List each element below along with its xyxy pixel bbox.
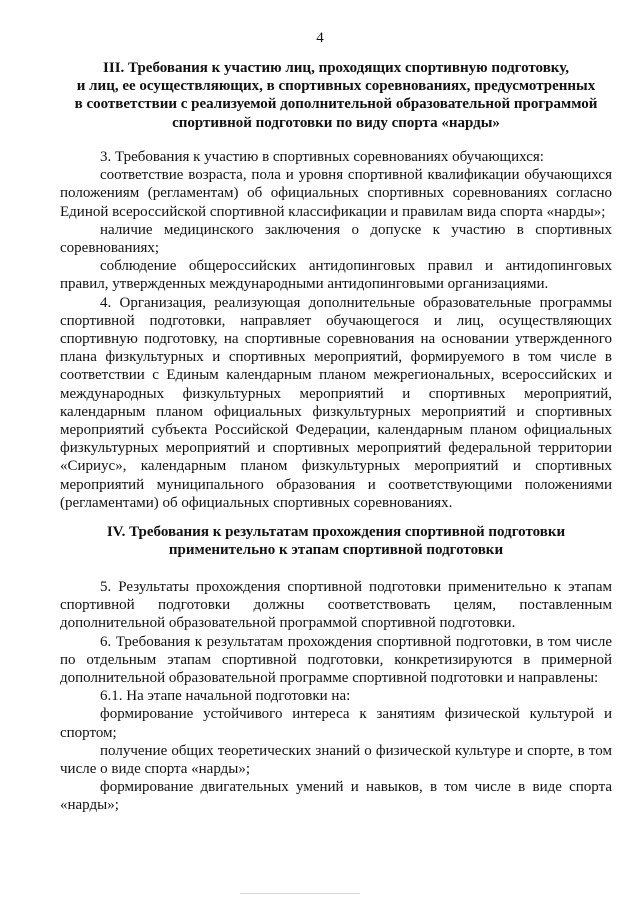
paragraph-5: 5. Результаты прохождения спортивной подготовки применительно к этапам спортивной подготовки должны соответствовать целям, поставленным дополнительной образовательной программой спортивной подготовки.	[60, 579, 612, 632]
paragraph-6: 6. Требования к результатам прохождения спортивной подготовки, в том числе по отдельным этапам спортивной подготовки, конкретизируются в примерной дополнительной образовательной программе спортивной подготовки и направлены:	[60, 633, 612, 687]
paragraph-6-1-item-skills: формирование двигательных умений и навыков, в том числе в виде спорта «нарды»;	[60, 779, 612, 814]
paragraph-6-1-item-knowledge: получение общих теоретических знаний о физической культуре и спорте, в том числе о виде спорта «нарды»;	[60, 742, 612, 778]
heading-line: спортивной подготовки по виду спорта «нарды»	[172, 114, 500, 131]
heading-line: применительно к этапам спортивной подготовки	[168, 542, 504, 559]
section-3-body	[60, 148, 612, 512]
section-3-heading	[60, 59, 612, 132]
paragraph-3-item-antidoping: соблюдение общероссийских антидопинговых правил и антидопинговых правил, утвержденных международными антидопинговыми организациями.	[60, 258, 612, 293]
paragraph-4: 4. Организация, реализующая дополнительные образовательные программы спортивной подготовки, направляет обучающегося и лиц, осуществляющих спортивную подготовку, на спортивные соревнования на основании утвержденного плана физкультурных и спортивных мероприятий, формируемого в том числе в соответствии с Единым календарным планом межрегиональных, всероссийских и международных физкультурных мероприятий и спортивных мероприятий, календарным планом официальных физкультурных мероприятий и спортивных мероприятий субъекта Российской Федерации, календарным планом официальных физкультурных мероприятий и спортивных мероприятий федеральной территории «Сириус», календарным планом физкультурных мероприятий и спортивных мероприятий муниципального образования и соответствующими положениями (регламентами) об официальных спортивных соревнованиях.	[60, 294, 612, 511]
paragraph-3: 3. Требования к участию в спортивных соревнованиях обучающихся:	[100, 149, 544, 165]
heading-line: и лиц, ее осуществляющих, в спортивных соревнованиях, предусмотренных	[76, 78, 596, 95]
paragraph-6-1: 6.1. На этапе начальной подготовки на:	[100, 688, 351, 705]
page-number: 4	[316, 30, 324, 46]
heading-line: IV. Требования к результатам прохождения спортивной подготовки	[106, 524, 566, 540]
scan-divider	[240, 893, 360, 894]
heading-line: III. Требования к участию лиц, проходящих спортивную подготовку,	[103, 60, 569, 76]
paragraph-3-item-medical: наличие медицинского заключения о допуске к участию в спортивных соревнованиях;	[60, 221, 612, 257]
section-4-heading	[60, 523, 612, 559]
paragraph-3-item-age: соответствие возраста, пола и уровня спортивной квалификации обучающихся положениям (регламентам) об официальных спортивных соревнованиях согласно Единой всероссийской спортивной классификации и правилам вида спорта «нарды»;	[60, 167, 612, 220]
section-4-body	[60, 578, 612, 815]
paragraph-6-1-item-interest: формирование устойчивого интереса к занятиям физической культурой и спортом;	[60, 706, 612, 741]
heading-line: в соответствии с реализуемой дополнительной образовательной программой	[74, 96, 598, 113]
